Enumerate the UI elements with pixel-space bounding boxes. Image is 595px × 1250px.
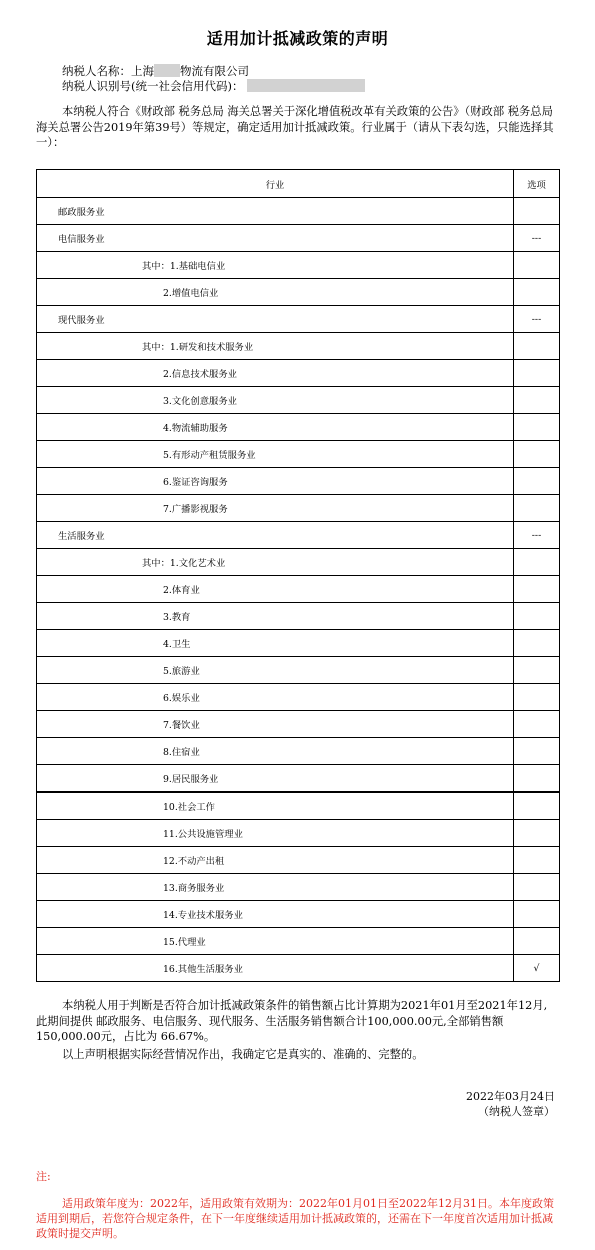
industry-label: 4.物流辅助服务: [37, 414, 514, 441]
taxpayer-name-line: [62, 64, 249, 79]
industry-label: 7.广播影视服务: [37, 495, 514, 522]
option-na-cell: ---: [514, 225, 560, 252]
industry-label: 15.代理业: [37, 928, 514, 955]
industry-label: 其中：1.文化艺术业: [37, 549, 514, 576]
industry-label: 16.其他生活服务业: [37, 955, 514, 982]
industry-label: 电信服务业: [37, 225, 514, 252]
option-checkbox-cell[interactable]: [514, 603, 560, 630]
industry-row: [37, 657, 560, 684]
statement-block: [36, 998, 558, 1062]
taxpayer-name-prefix: 上海: [131, 64, 154, 78]
industry-label: 9.居民服务业: [37, 765, 514, 792]
intro-paragraph: [36, 104, 558, 151]
industry-label: 12.不动产出租: [37, 847, 514, 874]
intro-text: 本纳税人符合《财政部 税务总局 海关总署关于深化增值税改革有关政策的公告》（财政部 税务总局 海关总署公告2019年第39号）等规定，确定适用加计抵减政策。行业属于（请从下表勾选，只能选择其一）：: [36, 105, 554, 149]
industry-label: 11.公共设施管理业: [37, 820, 514, 847]
option-checkbox-cell[interactable]: [514, 387, 560, 414]
industry-row: [37, 847, 560, 874]
declaration-date: 2022年03月24日: [466, 1090, 555, 1103]
industry-label: 6.娱乐业: [37, 684, 514, 711]
industry-label: 8.住宿业: [37, 738, 514, 765]
option-checkbox-cell[interactable]: [514, 793, 560, 820]
table-header-row: [37, 170, 560, 198]
industry-row: [37, 820, 560, 847]
industry-row: [37, 441, 560, 468]
industry-row: [37, 549, 560, 576]
option-checkbox-cell[interactable]: [514, 657, 560, 684]
option-checkbox-cell[interactable]: [514, 847, 560, 874]
signature-block: [466, 1089, 555, 1119]
industry-label: 14.专业技术服务业: [37, 901, 514, 928]
industry-label: 2.增值电信业: [37, 279, 514, 306]
industry-row: [37, 252, 560, 279]
option-checkbox-cell[interactable]: [514, 252, 560, 279]
option-checkbox-cell[interactable]: [514, 198, 560, 225]
industry-label: 6.鉴证咨询服务: [37, 468, 514, 495]
option-checkbox-cell[interactable]: [514, 874, 560, 901]
industry-label: 7.餐饮业: [37, 711, 514, 738]
industry-row: [37, 765, 560, 792]
note-text: 适用政策年度为：2022年，适用政策有效期为：2022年01月01日至2022年12月31日。本年度政策适用到期后，若您符合规定条件，在下一年度继续适用加计抵减政策的，还需在下一年度首次适用加计抵减政策时提交声明。: [36, 1197, 554, 1240]
option-checkbox-cell[interactable]: [514, 576, 560, 603]
option-na-cell: ---: [514, 306, 560, 333]
industry-row: [37, 711, 560, 738]
industry-row: [37, 198, 560, 225]
option-checkbox-cell[interactable]: [514, 765, 560, 792]
industry-label: 生活服务业: [37, 522, 514, 549]
industry-row: [37, 738, 560, 765]
industry-label: 邮政服务业: [37, 198, 514, 225]
taxpayer-id-label: 纳税人识别号(统一社会信用代码)：: [62, 79, 244, 93]
industry-row: [37, 522, 560, 549]
taxpayer-name-label: 纳税人名称：: [62, 64, 131, 78]
industry-row: [37, 793, 560, 820]
industry-header: 行业: [37, 170, 514, 198]
industry-table-continued: [36, 792, 560, 982]
industry-row: [37, 495, 560, 522]
option-na-cell: ---: [514, 522, 560, 549]
document-title: 适用加计抵减政策的声明: [206, 29, 389, 48]
option-checkbox-cell[interactable]: √: [514, 955, 560, 982]
industry-label: 3.文化创意服务业: [37, 387, 514, 414]
industry-label: 5.旅游业: [37, 657, 514, 684]
industry-row: [37, 279, 560, 306]
option-checkbox-cell[interactable]: [514, 414, 560, 441]
option-header: 选项: [514, 170, 560, 198]
industry-label: 现代服务业: [37, 306, 514, 333]
option-checkbox-cell[interactable]: [514, 441, 560, 468]
option-checkbox-cell[interactable]: [514, 901, 560, 928]
option-checkbox-cell[interactable]: [514, 333, 560, 360]
taxpayer-id-redaction: [247, 79, 365, 92]
option-checkbox-cell[interactable]: [514, 820, 560, 847]
industry-row: [37, 360, 560, 387]
note-label: 注:: [36, 1170, 51, 1183]
option-checkbox-cell[interactable]: [514, 495, 560, 522]
note-block: [36, 1196, 559, 1241]
truth-statement: 以上声明根据实际经营情况作出，我确定它是真实的、准确的、完整的。: [62, 1047, 424, 1061]
industry-label: 2.体育业: [37, 576, 514, 603]
industry-label: 其中：1.基础电信业: [37, 252, 514, 279]
industry-row: [37, 306, 560, 333]
industry-row: [37, 576, 560, 603]
industry-label: 13.商务服务业: [37, 874, 514, 901]
signature-label: （纳税人签章）: [478, 1105, 555, 1118]
industry-row: [37, 468, 560, 495]
industry-row: [37, 874, 560, 901]
industry-row: [37, 955, 560, 982]
industry-label: 3.教育: [37, 603, 514, 630]
industry-label: 2.信息技术服务业: [37, 360, 514, 387]
calc-statement: 本纳税人用于判断是否符合加计抵减政策条件的销售额占比计算期为2021年01月至2021年12月,此期间提供 邮政服务、电信服务、现代服务、生活服务销售额合计100,000.00元,全部销售额150,000.00元，占比为 66.67%。: [36, 999, 548, 1043]
industry-row: [37, 603, 560, 630]
industry-label: 4.卫生: [37, 630, 514, 657]
option-checkbox-cell[interactable]: [514, 711, 560, 738]
taxpayer-name-redaction: [154, 64, 180, 77]
option-checkbox-cell[interactable]: [514, 279, 560, 306]
industry-row: [37, 928, 560, 955]
industry-row: [37, 901, 560, 928]
taxpayer-id-line: [62, 79, 365, 94]
option-checkbox-cell[interactable]: [514, 468, 560, 495]
option-checkbox-cell[interactable]: [514, 549, 560, 576]
industry-table: [36, 169, 560, 792]
option-checkbox-cell[interactable]: [514, 360, 560, 387]
industry-label: 其中：1.研发和技术服务业: [37, 333, 514, 360]
industry-label: 5.有形动产租赁服务业: [37, 441, 514, 468]
option-checkbox-cell[interactable]: [514, 630, 560, 657]
industry-row: [37, 387, 560, 414]
industry-row: [37, 414, 560, 441]
industry-row: [37, 630, 560, 657]
option-checkbox-cell[interactable]: [514, 684, 560, 711]
option-checkbox-cell[interactable]: [514, 928, 560, 955]
industry-row: [37, 333, 560, 360]
taxpayer-name-suffix: 物流有限公司: [180, 64, 249, 78]
industry-row: [37, 684, 560, 711]
industry-row: [37, 225, 560, 252]
industry-label: 10.社会工作: [37, 793, 514, 820]
option-checkbox-cell[interactable]: [514, 738, 560, 765]
